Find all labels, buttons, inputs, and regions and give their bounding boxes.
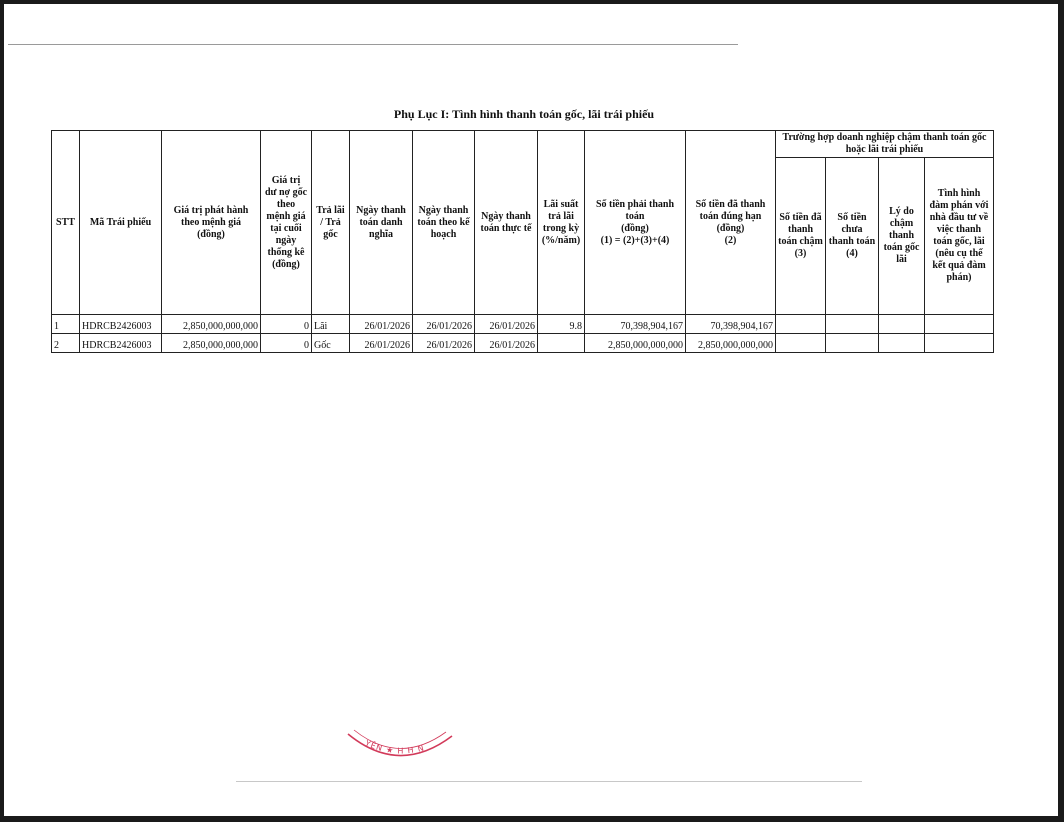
header-stt: STT xyxy=(52,131,80,315)
table-row xyxy=(52,334,994,353)
table-row xyxy=(52,315,994,334)
cell-planned-date: 26/01/2026 xyxy=(413,334,475,353)
bottom-divider xyxy=(236,781,862,782)
document-title: Phụ Lục I: Tình hình thanh toán gốc, lãi trái phiếu xyxy=(393,107,655,121)
cell-amount-payable: 70,398,904,167 xyxy=(585,315,686,334)
cell-nominal-date: 26/01/2026 xyxy=(350,315,413,334)
cell-stt: 1 xyxy=(52,315,80,334)
cell-interest-rate xyxy=(538,334,585,353)
header-interest-rate: Lãi suất trả lãi trong kỳ (%/năm) xyxy=(538,131,585,315)
cell-issue-value: 2,850,000,000,000 xyxy=(162,334,261,353)
cell-outstanding-principal: 0 xyxy=(261,315,312,334)
header-planned-date: Ngày thanh toán theo kế hoạch xyxy=(413,131,475,315)
header-late-payment-group: Trường hợp doanh nghiệp chậm thanh toán gốc hoặc lãi trái phiếu xyxy=(776,131,994,158)
cell-negotiation-status xyxy=(925,315,994,334)
cell-payment-type: Lãi xyxy=(312,315,350,334)
header-issue-value: Giá trị phát hành theo mệnh giá (đồng) xyxy=(162,131,261,315)
header-outstanding-principal: Giá trị dư nợ gốc theo mệnh giá tại cuối ngày thống kê (đồng) xyxy=(261,131,312,315)
cell-issue-value: 2,850,000,000,000 xyxy=(162,315,261,334)
cell-amount-unpaid xyxy=(826,315,879,334)
cell-stt: 2 xyxy=(52,334,80,353)
top-divider xyxy=(8,44,738,45)
cell-amount-paid-on-time: 2,850,000,000,000 xyxy=(686,334,776,353)
cell-planned-date: 26/01/2026 xyxy=(413,315,475,334)
header-amount-unpaid: Số tiền chưa thanh toán (4) xyxy=(826,158,879,315)
cell-interest-rate: 9.8 xyxy=(538,315,585,334)
cell-outstanding-principal: 0 xyxy=(261,334,312,353)
header-late-reason: Lý do chậm thanh toán gốc lãi xyxy=(879,158,925,315)
header-nominal-date: Ngày thanh toán danh nghĩa xyxy=(350,131,413,315)
cell-amount-unpaid xyxy=(826,334,879,353)
cell-negotiation-status xyxy=(925,334,994,353)
header-amount-paid-late: Số tiền đã thanh toán chậm (3) xyxy=(776,158,826,315)
document-page xyxy=(4,4,1058,816)
seal-text: YÊN ★ H H N xyxy=(363,738,426,756)
cell-actual-date: 26/01/2026 xyxy=(475,315,538,334)
seal-arc-icon xyxy=(344,726,454,766)
cell-amount-payable: 2,850,000,000,000 xyxy=(585,334,686,353)
header-actual-date: Ngày thanh toán thực tế xyxy=(475,131,538,315)
bond-payment-table xyxy=(51,130,994,353)
cell-nominal-date: 26/01/2026 xyxy=(350,334,413,353)
cell-amount-paid-on-time: 70,398,904,167 xyxy=(686,315,776,334)
cell-bond-code: HDRCB2426003 xyxy=(80,315,162,334)
header-negotiation-status: Tình hình đàm phán với nhà đầu tư về việc thanh toán gốc, lãi (nêu cụ thể kết quả đàm phán) xyxy=(925,158,994,315)
cell-late-reason xyxy=(879,334,925,353)
header-bond-code: Mã Trái phiếu xyxy=(80,131,162,315)
cell-actual-date: 26/01/2026 xyxy=(475,334,538,353)
cell-late-reason xyxy=(879,315,925,334)
cell-amount-paid-late xyxy=(776,315,826,334)
cell-amount-paid-late xyxy=(776,334,826,353)
cell-bond-code: HDRCB2426003 xyxy=(80,334,162,353)
header-payment-type: Trả lãi / Trả gốc xyxy=(312,131,350,315)
company-seal-stamp xyxy=(344,726,454,766)
header-amount-payable: Số tiền phải thanh toán (đồng) (1) = (2)+(3)+(4) xyxy=(585,131,686,315)
header-amount-paid-on-time: Số tiền đã thanh toán đúng hạn (đồng) (2) xyxy=(686,131,776,315)
cell-payment-type: Gốc xyxy=(312,334,350,353)
